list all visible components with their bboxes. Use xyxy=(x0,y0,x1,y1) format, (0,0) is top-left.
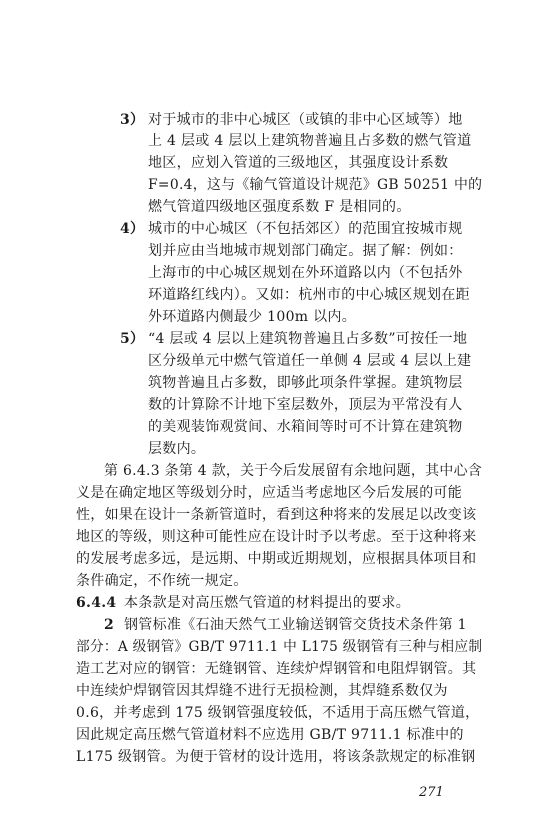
paragraph-line: 钢管标准《石油天然气工业输送钢管交货技术条件第 1 xyxy=(124,617,467,633)
paragraph-line: 因此规定高压燃气管道材料不应选用 GB/T 9711.1 标准中的 xyxy=(76,727,464,743)
paragraph-line: 条件确定，不作统一规定。 xyxy=(76,573,248,589)
text-line: 上 4 层或 4 层以上建筑物普遍且占多数的燃气管道 xyxy=(148,133,472,149)
text-line: 层数内。 xyxy=(148,441,206,457)
text-line: 地区，应划入管道的三级地区，其强度设计系数 xyxy=(148,155,449,171)
text-line: “4 层或 4 层以上建筑物普遍且占多数”可按任一地 xyxy=(148,331,468,347)
text-line: 筑物普遍且占多数，即够此项条件掌握。建筑物层 xyxy=(148,375,463,391)
paragraph-line: 0.6，并考虑到 175 级钢管强度较低，不适用于高压燃气管道， xyxy=(76,705,480,721)
list-number: 3） xyxy=(120,112,145,128)
text-line: 环道路红线内）。又如：杭州市的中心城区规划在距 xyxy=(148,287,470,303)
text-line: 对于城市的非中心城区（或镇的非中心区域等）地 xyxy=(148,112,463,128)
item-number: 2 xyxy=(104,617,115,633)
paragraph-line: 性，如果在设计一条新管道时，看到这种将来的发展足以改变该 xyxy=(76,507,477,523)
text-line: 上海市的中心城区规划在外环道路以内（不包括外 xyxy=(148,265,463,281)
text-line: 数的计算除不计地下室层数外，顶层为平常没有人 xyxy=(148,397,463,413)
text-line: 外环道路内侧最少 100m 以内。 xyxy=(148,309,356,325)
list-number: 4） xyxy=(120,221,145,237)
text-line: F=0.4，这与《输气管道设计规范》GB 50251 中的 xyxy=(148,177,483,193)
clause-number: 6.4.4 xyxy=(76,595,117,611)
paragraph-line: 第 6.4.3 条第 4 款，关于今后发展留有余地问题，其中心含 xyxy=(104,463,483,479)
text-line: 燃气管道四级地区强度系数 F 是相同的。 xyxy=(148,199,411,215)
page-number: 271 xyxy=(419,785,444,800)
paragraph-line: L175 级钢管。为便于管材的设计选用，将该条款规定的标准钢 xyxy=(76,749,476,765)
list-number: 5） xyxy=(120,331,145,347)
paragraph-line: 部分：A 级钢管》GB/T 9711.1 中 L175 级钢管有三种与相应制 xyxy=(76,639,483,655)
clause-text: 本条款是对高压燃气管道的材料提出的要求。 xyxy=(124,595,410,611)
paragraph-line: 义是在确定地区等级划分时，应适当考虑地区今后发展的可能 xyxy=(76,485,463,501)
paragraph-line: 中连续炉焊钢管因其焊缝不进行无损检测，其焊缝系数仅为 xyxy=(76,683,448,699)
paragraph-line: 地区的等级，则这种可能性应在设计时予以考虑。至于这种将来 xyxy=(76,529,477,545)
text-line: 区分级单元中燃气管道任一单侧 4 层或 4 层以上建 xyxy=(148,353,472,369)
paragraph-line: 的发展考虑多远，是远期、中期或近期规划，应根据具体项目和 xyxy=(76,551,477,567)
text-line: 划并应由当地城市规划部门确定。据了解：例如： xyxy=(148,243,463,259)
text-line: 城市的中心城区（不包括郊区）的范围宜按城市规 xyxy=(148,221,463,237)
text-line: 的美观装饰观赏间、水箱间等时可不计算在建筑物 xyxy=(148,419,463,435)
paragraph-line: 造工艺对应的钢管：无缝钢管、连续炉焊钢管和电阻焊钢管。其 xyxy=(76,661,477,677)
